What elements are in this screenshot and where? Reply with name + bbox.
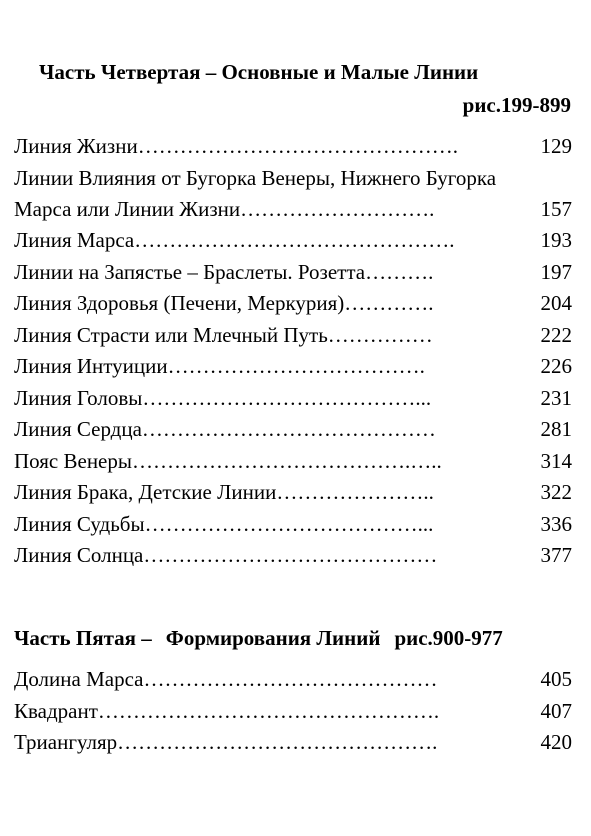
toc-label: Долина Марса…………………………………… [14,667,438,691]
toc-label: Триангуляр………………………………………. [14,730,438,754]
toc-page: 197 [540,260,572,284]
toc-label: Линия Солнца…………………………………… [14,543,438,567]
part5-title-b: Формирования Линий [165,626,381,650]
toc-page: 420 [540,730,572,754]
toc-label: Линии Влияния от Бугорка Венеры, Нижнего Бугорка [14,166,497,190]
toc-label: Марса или Линии Жизни………………………. [14,197,435,221]
toc-page: 157 [540,197,572,221]
part5-title-a: Часть Пятая – [14,626,152,650]
part5-figures: рис.900-977 [394,626,503,650]
part5-heading [14,626,574,651]
toc-label: Линия Сердца…………………………………… [14,417,436,441]
toc-page: 226 [540,354,572,378]
part4-figures: рис.199-899 [462,93,571,117]
toc-label: Линия Интуиции………………………………. [14,354,425,378]
toc-label: Линия Жизни………………………………………. [14,134,458,158]
toc-label: Линия Головы…………………………………... [14,386,432,410]
toc-page: 336 [540,512,572,536]
toc-page: 204 [540,291,572,315]
toc-label: Линия Брака, Детские Линии………………….. [14,480,434,504]
toc-label: Линия Марса………………………………………. [14,228,455,252]
toc-page: 193 [540,228,572,252]
toc-label: Квадрант…………………………………………. [14,699,440,723]
toc-page: 222 [540,323,572,347]
toc-label: Линия Страсти или Млечный Путь…………… [14,323,433,347]
toc-label: Линии на Запястье – Браслеты. Розетта………. [14,260,434,284]
toc-page: 281 [540,417,572,441]
toc-page: 314 [540,449,572,473]
toc-page: 405 [540,667,572,691]
toc-page: 231 [540,386,572,410]
toc-label: Линия Здоровья (Печени, Меркурия)…………. [14,291,434,315]
toc-page: 407 [540,699,572,723]
toc-page: 129 [540,134,572,158]
toc-label: Линия Судьбы…………………………………... [14,512,434,536]
toc-label: Пояс Венеры………………………………….….. [14,449,442,473]
part4-title: Часть Четвертая – Основные и Малые Линии [39,60,479,84]
toc-page: 322 [540,480,572,504]
toc-page: 377 [540,543,572,567]
